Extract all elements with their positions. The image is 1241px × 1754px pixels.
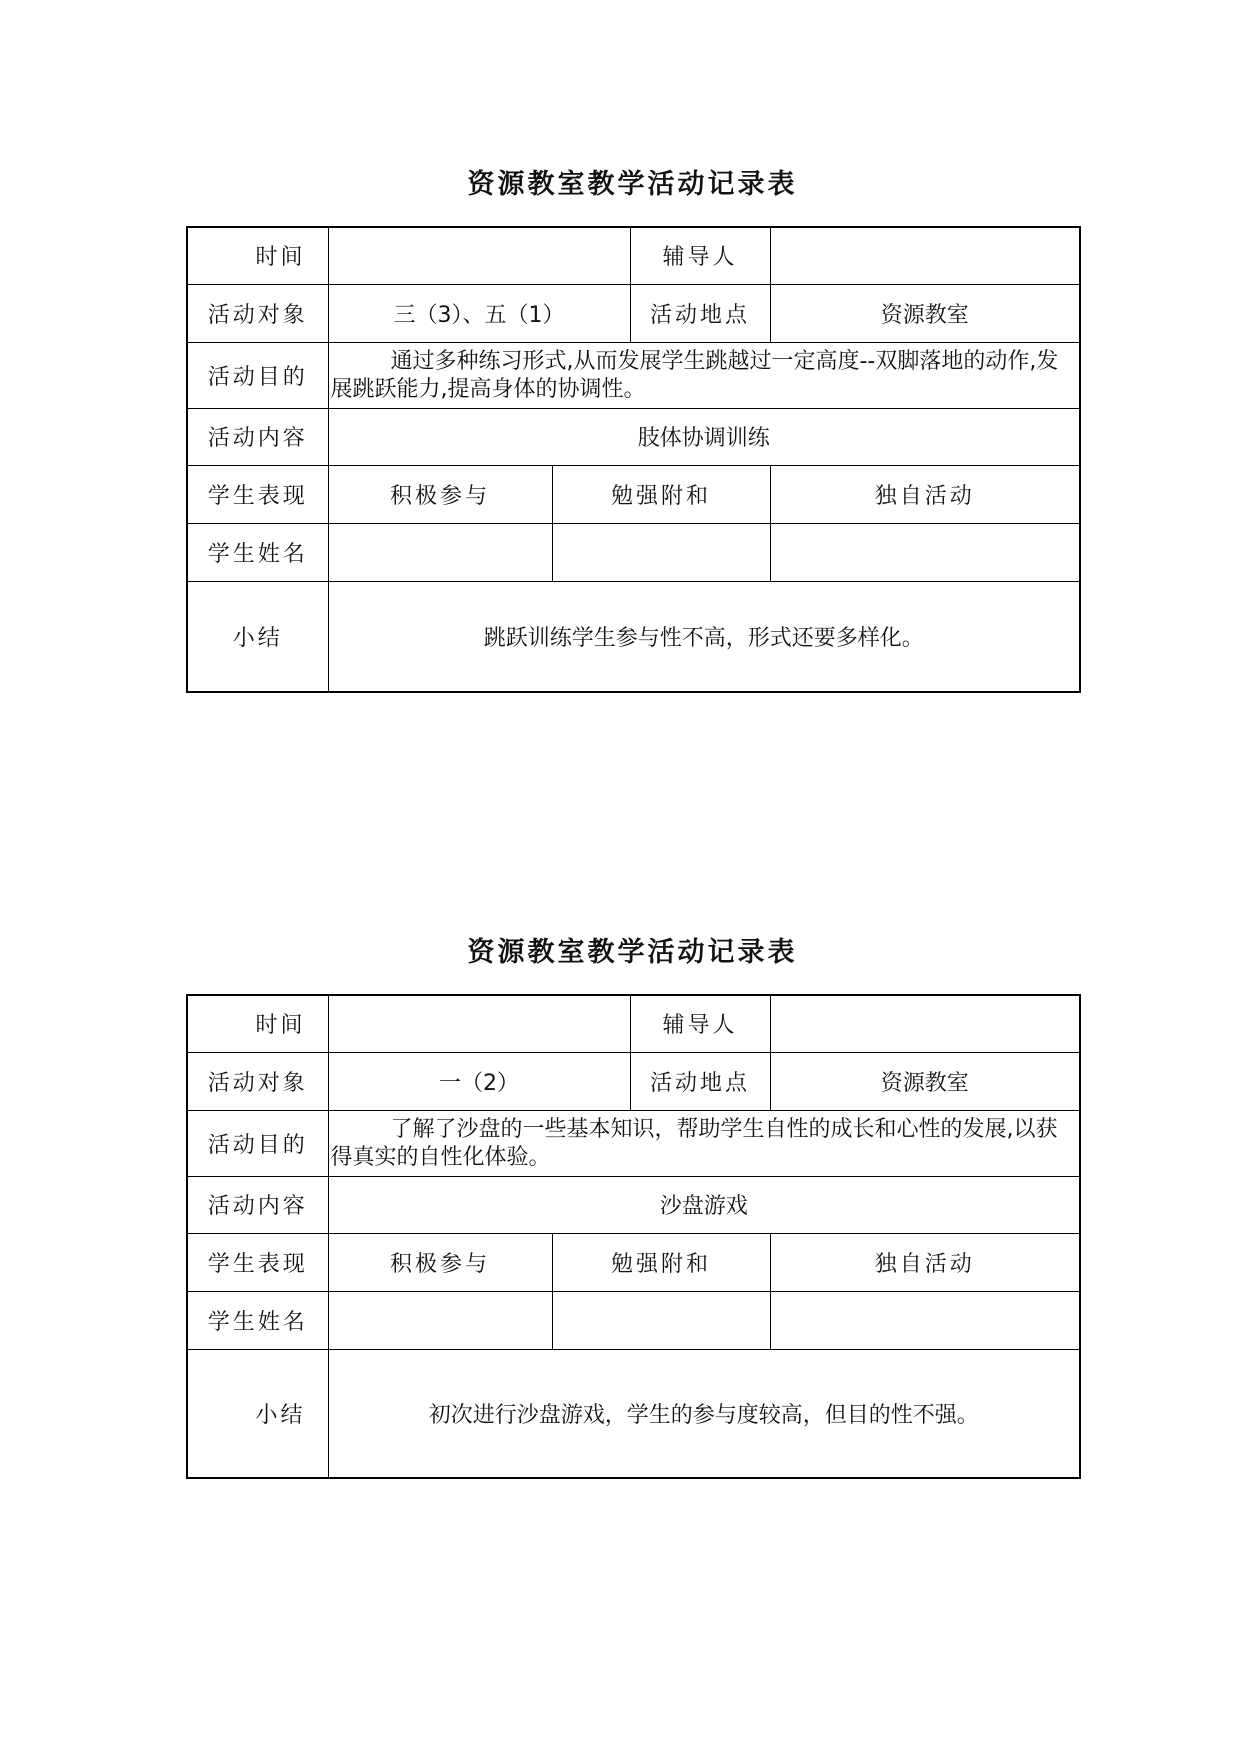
time-value-field[interactable] bbox=[328, 227, 630, 284]
location-value: 资源教室 bbox=[770, 1052, 1080, 1110]
summary-value: 跳跃训练学生参与性不高，形式还要多样化。 bbox=[328, 581, 1080, 692]
performance-option: 积极参与 bbox=[328, 1233, 552, 1291]
tutor-label: 辅导人 bbox=[630, 995, 770, 1052]
tutor-label: 辅导人 bbox=[630, 227, 770, 284]
form-title: 资源教室教学活动记录表 bbox=[467, 169, 798, 200]
record-table bbox=[186, 226, 1081, 693]
content-value: 肢体协调训练 bbox=[328, 408, 1080, 465]
tutor-value-field[interactable] bbox=[770, 227, 1080, 284]
tutor-value-field[interactable] bbox=[770, 995, 1080, 1052]
names-field[interactable] bbox=[328, 523, 552, 581]
time-label: 时间 bbox=[187, 995, 328, 1052]
performance-option: 勉强附和 bbox=[552, 1233, 770, 1291]
performance-option: 积极参与 bbox=[328, 465, 552, 523]
summary-value: 初次进行沙盘游戏，学生的参与度较高，但目的性不强。 bbox=[328, 1349, 1080, 1478]
performance-option: 独自活动 bbox=[770, 1233, 1080, 1291]
names-field[interactable] bbox=[552, 523, 770, 581]
performance-label: 学生表现 bbox=[187, 1233, 328, 1291]
summary-label: 小结 bbox=[187, 581, 328, 692]
target-label: 活动对象 bbox=[187, 1052, 328, 1110]
location-value: 资源教室 bbox=[770, 284, 1080, 342]
performance-option: 勉强附和 bbox=[552, 465, 770, 523]
target-value: 一（2） bbox=[328, 1052, 630, 1110]
location-label: 活动地点 bbox=[630, 284, 770, 342]
summary-label: 小结 bbox=[187, 1349, 328, 1478]
names-field[interactable] bbox=[770, 523, 1080, 581]
form-title: 资源教室教学活动记录表 bbox=[467, 937, 798, 968]
purpose-value: 通过多种练习形式,从而发展学生跳越过一定高度--双脚落地的动作,发展跳跃能力,提高身体的协调性。 bbox=[328, 342, 1080, 408]
location-label: 活动地点 bbox=[630, 1052, 770, 1110]
time-label: 时间 bbox=[187, 227, 328, 284]
time-value-field[interactable] bbox=[328, 995, 630, 1052]
target-label: 活动对象 bbox=[187, 284, 328, 342]
names-field[interactable] bbox=[552, 1291, 770, 1349]
performance-option: 独自活动 bbox=[770, 465, 1080, 523]
purpose-label: 活动目的 bbox=[187, 342, 328, 408]
names-field[interactable] bbox=[328, 1291, 552, 1349]
names-field[interactable] bbox=[770, 1291, 1080, 1349]
purpose-value: 了解了沙盘的一些基本知识，帮助学生自性的成长和心性的发展,以获得真实的自性化体验。 bbox=[328, 1110, 1080, 1176]
performance-label: 学生表现 bbox=[187, 465, 328, 523]
record-table bbox=[186, 994, 1081, 1479]
target-value: 三（3）、五（1） bbox=[328, 284, 630, 342]
purpose-label: 活动目的 bbox=[187, 1110, 328, 1176]
content-label: 活动内容 bbox=[187, 408, 328, 465]
names-label: 学生姓名 bbox=[187, 1291, 328, 1349]
content-value: 沙盘游戏 bbox=[328, 1176, 1080, 1233]
content-label: 活动内容 bbox=[187, 1176, 328, 1233]
names-label: 学生姓名 bbox=[187, 523, 328, 581]
